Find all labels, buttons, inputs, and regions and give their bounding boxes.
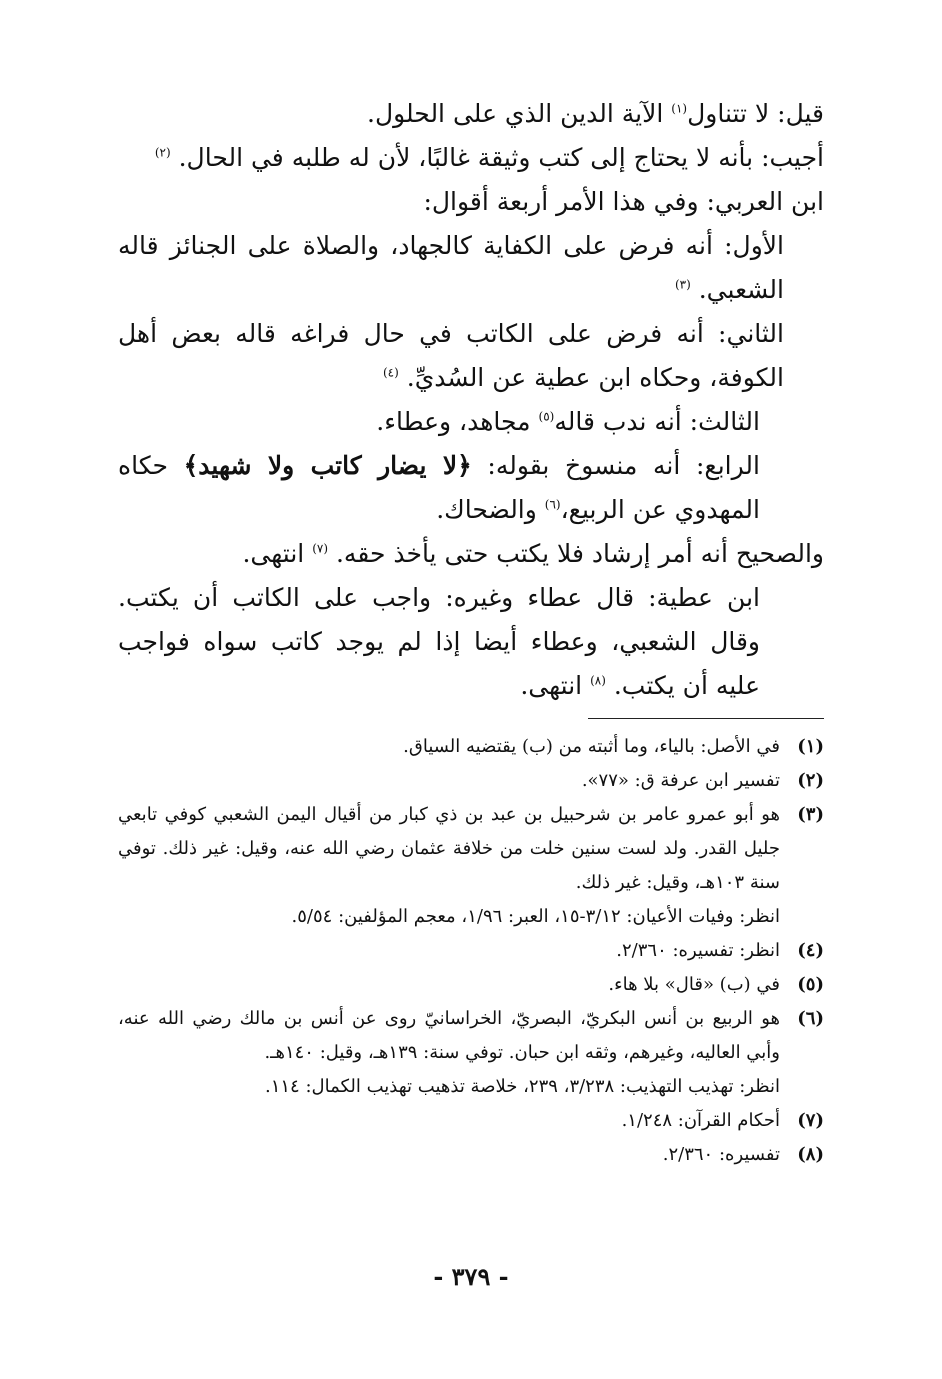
footnote-separator — [588, 718, 824, 719]
footnote-ref-2[interactable]: (٢) — [154, 145, 171, 160]
footnote-number: (٥) — [797, 974, 824, 995]
footnote-text: في (ب) «قال» بلا هاء. — [608, 974, 780, 995]
footnote-number: (٤) — [797, 940, 824, 961]
footnote-text: هو الربيع بن أنس البكريّ، البصريّ، الخراسانيّ روى عن أنس بن مالك رضي الله عنه، وأبي العاليه، وغيرهم، وثقه ابن حبان. توفي سنة: ١٣٩هـ، وقيل: ١٤٠هـ. — [118, 1008, 780, 1063]
footnote-ref-1[interactable]: (١) — [671, 101, 688, 116]
footnote-text: هو أبو عمرو عامر بن شرحبيل بن عبد بن ذي كبار من أقيال اليمن الشعبي كوفي تابعي جليل القدر. ولد لست سنين خلت من خلافة عثمان رضي الله عنه، وقيل: غير ذلك. توفي سنة ١٠٣هـ، وقيل: غير ذلك. — [118, 804, 780, 893]
footnote-number: (٣) — [797, 804, 824, 825]
paragraph-6: الثالث: أنه ندب قاله$^{(٥)}$ مجاهد، وعطاء. — [376, 407, 760, 436]
quran-quote: ﴿لا يضار كاتب ولا شهيد﴾ — [183, 451, 472, 480]
footnote-ref-4[interactable]: (٤) — [382, 365, 399, 380]
footnote-number: (٨) — [797, 1144, 824, 1165]
main-text — [118, 92, 824, 708]
paragraph-9: ابن عطية: قال عطاء وغيره: واجب على الكاتب أن يكتب. وقال الشعبي، وعطاء أيضا إذا لم يوجد كاتب سواه فواجب عليه أن يكتب. $^{(٨)}$ انتهى. — [118, 583, 760, 700]
paragraph-1: قيل: لا تتناول$^{(١)}$ الآية الدين الذي على الحلول. — [367, 99, 824, 128]
paragraph-2: أجيب: بأنه لا يحتاج إلى كتب وثيقة غالبًا، لأن له طلبه في الحال. $^{(٢)}$ — [154, 143, 824, 172]
footnote-3 — [118, 798, 824, 934]
footnote-ref-3[interactable]: (٣) — [674, 277, 691, 292]
paragraph-7: الرابع: أنه منسوخ بقوله: ﴿لا يضار كاتب ولا شهيد﴾ حكاه المهدوي عن الربيع،$^{(٦)}$ والضحاك. — [118, 451, 760, 524]
footnote-1 — [118, 730, 824, 764]
footnote-ref-7[interactable]: (٧) — [312, 541, 329, 556]
footnote-ref-8[interactable]: (٨) — [590, 673, 606, 688]
footnote-6 — [118, 1002, 824, 1104]
footnotes — [118, 730, 824, 1172]
page-number: - ٣٧٩ - — [433, 1262, 509, 1291]
footnote-text: في الأصل: بالياء، وما أثبته من (ب) يقتضيه السياق. — [403, 736, 780, 757]
footnote-number: (١) — [797, 736, 824, 757]
footnote-number: (٢) — [797, 770, 824, 791]
paragraph-3: ابن العربي: وفي هذا الأمر أربعة أقوال: — [423, 187, 824, 216]
footnote-ref-5[interactable]: (٥) — [538, 409, 555, 424]
footnote-5 — [118, 968, 824, 1002]
footnote-text: تفسيره: ٢/٣٦٠. — [662, 1144, 780, 1165]
paragraph-8: والصحيح أنه أمر إرشاد فلا يكتب حتى يأخذ حقه. $^{(٧)}$ انتهى. — [242, 539, 824, 568]
footnote-number: (٦) — [797, 1008, 824, 1029]
footnote-text: تفسير ابن عرفة ق: «٧٧». — [581, 770, 780, 791]
footnote-ref-6[interactable]: (٦) — [544, 497, 561, 512]
footnote-8 — [118, 1138, 824, 1172]
footnote-number: (٧) — [797, 1110, 824, 1131]
footnote-text: انظر: وفيات الأعيان: ٣/١٢-١٥، العبر: ١/٩٦، معجم المؤلفين: ٥/٥٤. — [291, 906, 780, 927]
footnote-text: انظر: تهذيب التهذيب: ٣/٢٣٨، ٢٣٩، خلاصة تذهيب تهذيب الكمال: ١١٤. — [264, 1076, 780, 1097]
footnote-text: انظر: تفسيره: ٢/٣٦٠. — [616, 940, 780, 961]
paragraph-4: الأول: أنه فرض على الكفاية كالجهاد، والصلاة على الجنائز قاله الشعبي. $^{(٣)}$ — [118, 231, 784, 304]
paragraph-5: الثاني: أنه فرض على الكاتب في حال فراغه قاله بعض أهل الكوفة، وحكاه ابن عطية عن السُديِّ. $^{(٤)}$ — [118, 319, 784, 392]
footnote-4 — [118, 934, 824, 968]
footnote-7 — [118, 1104, 824, 1138]
footnote-2 — [118, 764, 824, 798]
footnote-text: أحكام القرآن: ١/٢٤٨. — [621, 1110, 780, 1131]
